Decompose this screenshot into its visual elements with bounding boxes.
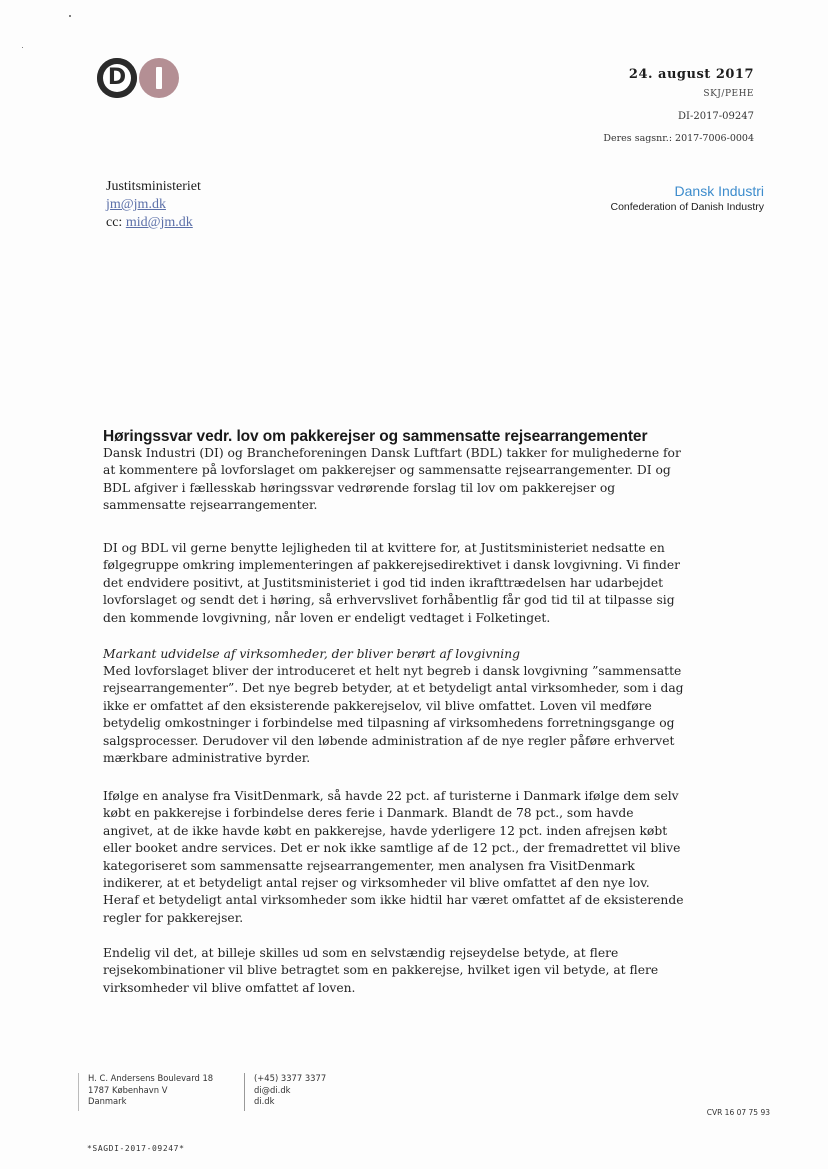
di-logo bbox=[97, 58, 183, 100]
your-case-number: Deres sagsnr.: 2017-7006-0004 bbox=[603, 133, 754, 144]
footer-left-rule bbox=[78, 1073, 79, 1111]
footer-address bbox=[88, 1073, 213, 1108]
address-country: Danmark bbox=[88, 1096, 127, 1106]
section-subheading: Markant udvidelse af virksomheder, der bliver berørt af lovgivning bbox=[103, 647, 520, 661]
paragraph-thanks: DI og BDL vil gerne benytte lejligheden til at kvittere for, at Justitsministeriet nedsatte en følgegruppe omkring implementeringen af pakkerejsedirektivet i dansk lovgivning. Vi finder det endvidere positivt, at Justitsministeriet i god tid inden ikrafttrædelsen har udarbejdet lovforslaget og sendt det i høring, så erhvervslivet forhåbentlig får god tid til at tilpasse sig den kommende lovgivning, når loven er endeligt vedtaget i Folketinget. bbox=[103, 541, 680, 625]
footer-phone: (+45) 3377 3377 bbox=[254, 1073, 327, 1083]
reference-number: DI-2017-09247 bbox=[678, 111, 754, 122]
cc-label: cc: bbox=[106, 215, 123, 230]
footer-email[interactable]: di@di.dk bbox=[254, 1084, 291, 1095]
cvr-number: CVR 16 07 75 93 bbox=[706, 1108, 770, 1117]
brand-name: Dansk Industri bbox=[674, 183, 764, 199]
address-street: H. C. Andersens Boulevard 18 bbox=[88, 1073, 214, 1083]
paragraph-car-rental: Endelig vil det, at billeje skilles ud som en selvstændig rejseydelse betyde, at flere rejsekombinationer vil blive betragtet som en pakkerejse, hvilket igen vil betyde, at flere virksomheder vil blive omfattet af loven. bbox=[103, 946, 659, 995]
recipient-block bbox=[106, 178, 201, 232]
cc-email-link[interactable]: mid@jm.dk bbox=[125, 215, 193, 230]
brand-block bbox=[610, 183, 764, 213]
logo-d-circle: D bbox=[97, 58, 137, 98]
scan-speck bbox=[22, 47, 23, 48]
letter-date: 24. august 2017 bbox=[628, 67, 754, 82]
footer-divider bbox=[244, 1073, 245, 1111]
brand-subtitle: Confederation of Danish Industry bbox=[610, 201, 764, 213]
recipient-email-link[interactable]: jm@jm.dk bbox=[106, 197, 166, 212]
document-barcode-text: *SAGDI-2017-09247* bbox=[87, 1144, 185, 1153]
paragraph-visitdenmark: Ifølge en analyse fra VisitDenmark, så havde 22 pct. af turisterne i Danmark ifølge dem selv købt en pakkerejse i forbindelse deres ferie i Danmark. Blandt de 78 pct., som havde angivet, at de ikke havde købt en pakkerejse, havde yderligere 12 pct. inden afrejsen købt eller booket andre services. Det er nok ikke samtlige af de 12 pct., der fremadrettet vil blive kategoriseret som sammensatte rejsearrangementer, men analysen fra VisitDenmark indikerer, at et betydeligt antal rejser og virksomheder vil blive omfattet af den nye lov. Heraf et betydeligt antal virksomheder som ikke hidtil har været omfattet af de eksisterende regler for pakkerejser. bbox=[103, 789, 684, 925]
letter-title: Høringssvar vedr. lov om pakkerejser og sammensatte rejsearrangementer bbox=[103, 428, 648, 445]
paragraph-intro: Dansk Industri (DI) og Brancheforeningen Dansk Luftfart (BDL) takker for mulighederne for at kommentere på lovforslaget om pakkerejser og sammensatte rejsearrangementer. DI og BDL afgiver i fællesskab høringssvar vedrørende forslag til lov om pakkerejser og sammensatte rejsearrangementer. bbox=[103, 446, 681, 513]
recipient-name: Justitsministeriet bbox=[106, 179, 201, 194]
footer-contact bbox=[254, 1073, 326, 1108]
footer-web[interactable]: di.dk bbox=[254, 1096, 275, 1106]
scan-speck bbox=[69, 15, 71, 17]
paragraph-new-concept: Med lovforslaget bliver der introduceret et helt nyt begreb i dansk lovgivning ”sammensatte rejsearrangementer”. Det nye begreb betyder, at et betydeligt antal virksomheder, som i dag ikke er omfattet af den eksisterende pakkerejselov, vil blive omfattet. Loven vil medføre betydelig omkostninger i forbindelse med tilpasning af virksomhedens forretningsgange og salgsprocesser. Derudover vil den løbende administration af de nye regler påføre erhvervet mærkbare administrative byrder. bbox=[103, 664, 684, 766]
author-initials: SKJ/PEHE bbox=[703, 89, 754, 99]
logo-i-circle bbox=[139, 58, 179, 98]
address-city: 1787 København V bbox=[88, 1084, 168, 1095]
